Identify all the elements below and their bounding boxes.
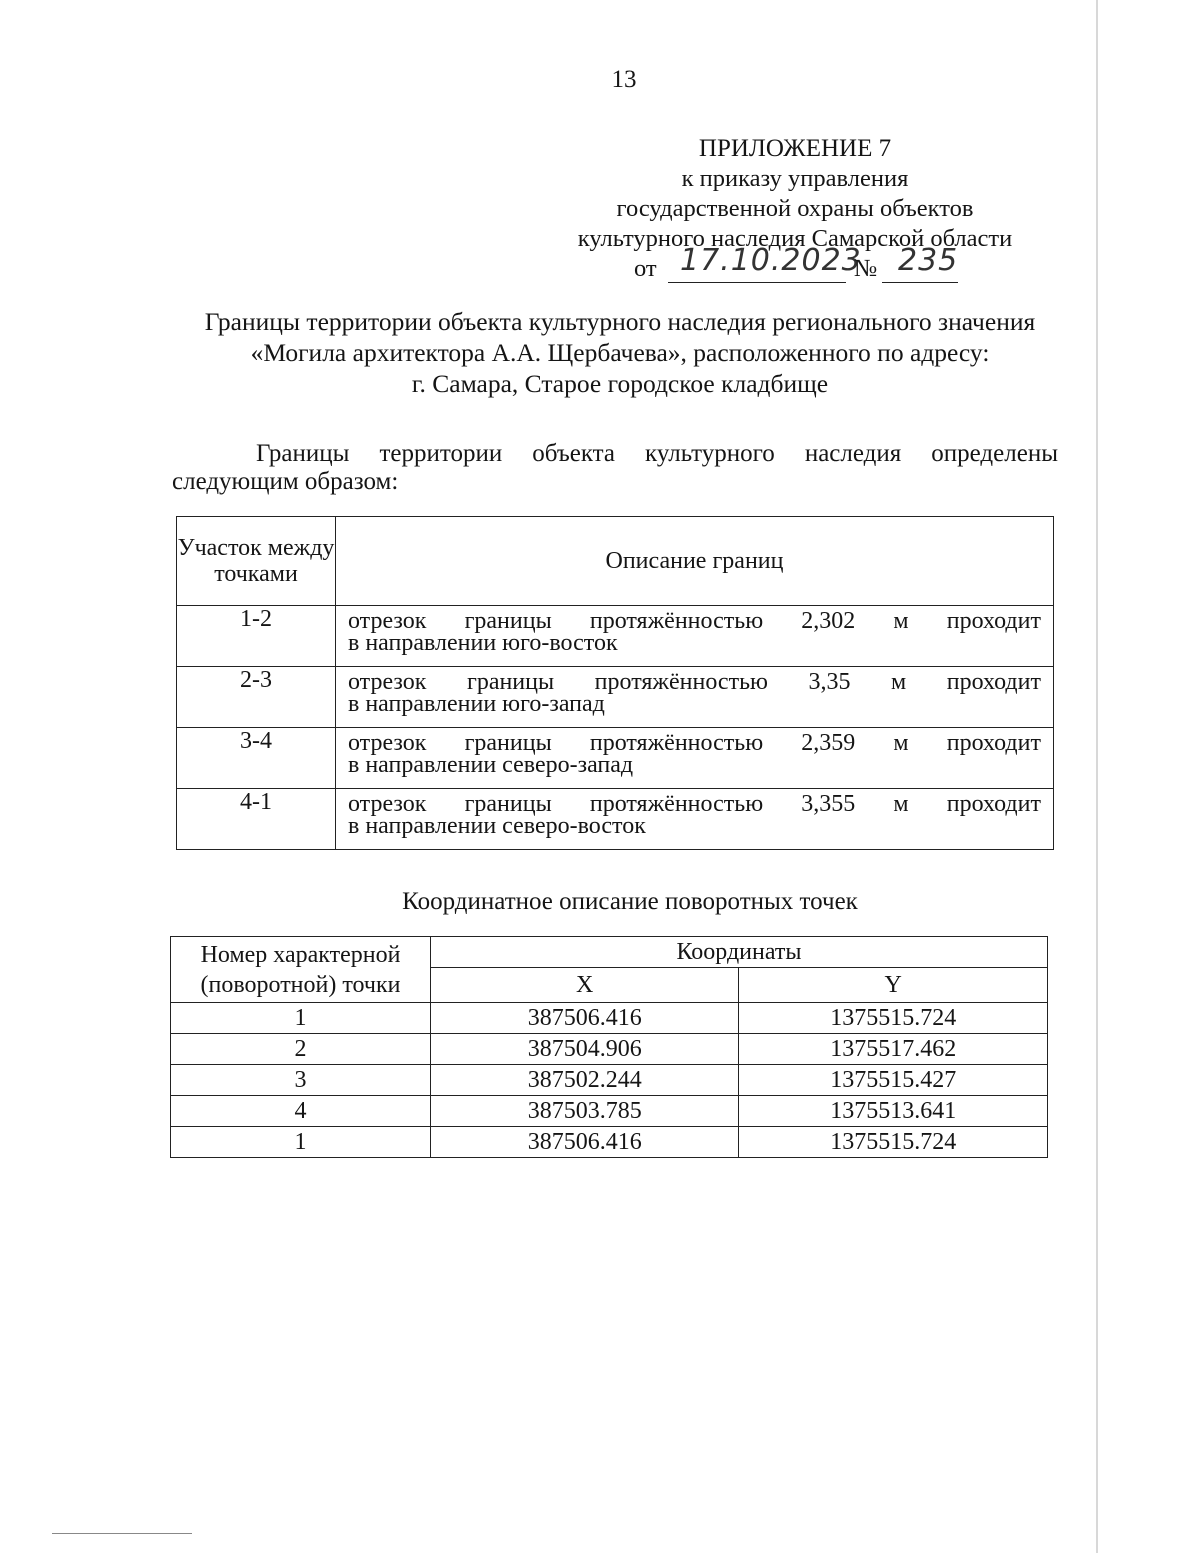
- segment-cell: 2-3: [177, 667, 336, 728]
- point-cell: 1: [171, 1127, 431, 1158]
- x-cell: 387506.416: [431, 1127, 739, 1158]
- appendix-title: ПРИЛОЖЕНИЕ 7: [698, 135, 892, 162]
- description-cell: отрезок границы протяжённостью 2,359 м проходит в направлении северо-запад: [336, 728, 1054, 789]
- segment-header: Участок между точками: [177, 517, 336, 606]
- document-title-line: «Могила архитектора А.А. Щербачева», расположенного по адресу:: [250, 338, 990, 367]
- point-cell: 2: [171, 1034, 431, 1065]
- intro-paragraph: Границы территории объекта культурного наследия определены следующим образом:: [172, 440, 1058, 495]
- appendix-line: культурного наследия Самарской области: [577, 225, 1013, 252]
- y-cell: 1375513.641: [739, 1096, 1048, 1127]
- appendix-line: государственной охраны объектов: [616, 195, 974, 222]
- segment-cell: 4-1: [177, 789, 336, 850]
- y-cell: 1375515.724: [739, 1003, 1048, 1034]
- boundaries-table: [176, 516, 1054, 850]
- number-label: №: [854, 255, 878, 282]
- x-cell: 387503.785: [431, 1096, 739, 1127]
- table-header-row: [177, 517, 1054, 606]
- segment-cell: 1-2: [177, 606, 336, 667]
- description-header: Описание границ: [336, 517, 1054, 606]
- appendix-header: [560, 134, 1030, 288]
- x-cell: 387502.244: [431, 1065, 739, 1096]
- handwritten-date: 17.10.2023: [680, 243, 862, 278]
- coordinates-caption: Координатное описание поворотных точек: [402, 888, 858, 915]
- order-date-number-line: [560, 243, 1030, 288]
- x-cell: 387504.906: [431, 1034, 739, 1065]
- document-title-line: г. Самара, Старое городское кладбище: [411, 369, 829, 398]
- document-title-line: Границы территории объекта культурного наследия регионального значения: [204, 307, 1036, 336]
- from-label: от: [634, 255, 657, 282]
- document-title: [170, 306, 1070, 399]
- handwritten-number: 235: [898, 243, 959, 278]
- appendix-line: к приказу управления: [681, 165, 909, 192]
- table-row: [177, 606, 1054, 667]
- x-cell: 387506.416: [431, 1003, 739, 1034]
- y-cell: 1375517.462: [739, 1034, 1048, 1065]
- description-cell: отрезок границы протяжённостью 3,35 м проходит в направлении юго-запад: [336, 667, 1054, 728]
- table-row: [171, 1065, 1048, 1096]
- description-cell: отрезок границы протяжённостью 3,355 м проходит в направлении северо-восток: [336, 789, 1054, 850]
- table-header-row: [171, 937, 1048, 968]
- coordinates-header: Координаты: [431, 937, 1048, 968]
- y-header: Y: [739, 968, 1048, 1003]
- footer-rule: [52, 1533, 192, 1534]
- description-cell: отрезок границы протяжённостью 2,302 м проходит в направлении юго-восток: [336, 606, 1054, 667]
- table-row: [171, 1127, 1048, 1158]
- table-row: [177, 728, 1054, 789]
- table-row: [171, 1034, 1048, 1065]
- table-row: [177, 667, 1054, 728]
- y-cell: 1375515.724: [739, 1127, 1048, 1158]
- coordinates-table: [170, 936, 1048, 1158]
- y-cell: 1375515.427: [739, 1065, 1048, 1096]
- x-header: X: [431, 968, 739, 1003]
- date-underline: [668, 282, 846, 283]
- point-cell: 1: [171, 1003, 431, 1034]
- point-number-header: Номер характерной (поворотной) точки: [171, 937, 431, 1003]
- point-cell: 4: [171, 1096, 431, 1127]
- point-cell: 3: [171, 1065, 431, 1096]
- page-number: 13: [611, 66, 637, 93]
- segment-cell: 3-4: [177, 728, 336, 789]
- number-underline: [882, 282, 958, 283]
- table-row: [171, 1003, 1048, 1034]
- table-row: [177, 789, 1054, 850]
- scan-edge-line: [1096, 0, 1098, 1553]
- table-row: [171, 1096, 1048, 1127]
